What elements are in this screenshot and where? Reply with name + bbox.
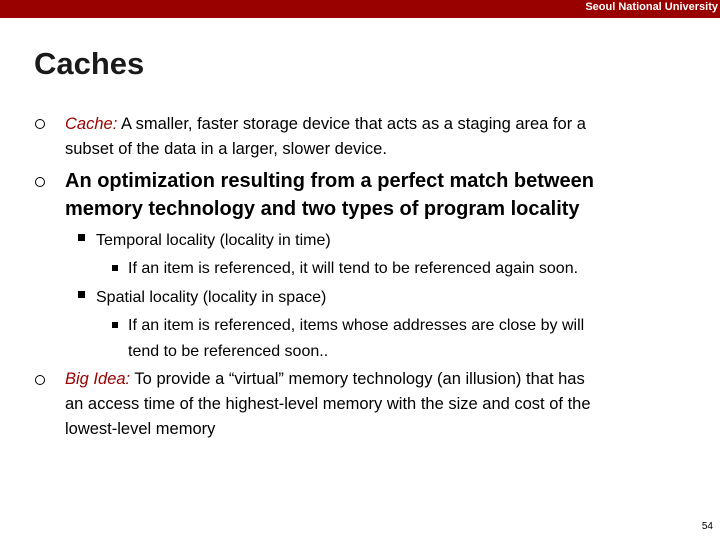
bullet-circle-icon xyxy=(35,119,45,129)
header-bar xyxy=(0,0,720,18)
big-idea-line-3: lowest-level memory xyxy=(65,420,216,438)
temporal-locality-detail: If an item is referenced, it will tend to be referenced again soon. xyxy=(128,260,579,277)
optimization-line-1: An optimization resulting from a perfect match between xyxy=(65,170,594,192)
bullet-cache-definition xyxy=(65,112,685,162)
bullet-optimization xyxy=(65,167,675,223)
cache-term: Cache: xyxy=(65,115,118,133)
slide-title: Caches xyxy=(34,46,145,81)
spatial-locality-detail xyxy=(128,313,688,365)
page-number: 54 xyxy=(701,521,713,532)
bullet-circle-icon xyxy=(35,375,45,385)
optimization-line-2: memory technology and two types of program locality xyxy=(65,198,580,220)
cache-definition-line-1: A smaller, faster storage device that acts as a staging area for a xyxy=(117,115,586,133)
bullet-big-idea xyxy=(65,367,685,442)
bullet-circle-icon xyxy=(35,177,45,187)
temporal-locality: Temporal locality (locality in time) xyxy=(96,232,331,249)
big-idea-line-1: To provide a “virtual” memory technology (an illusion) that has xyxy=(130,370,585,388)
spatial-detail-line-2: tend to be referenced soon.. xyxy=(128,343,329,360)
university-name: Seoul National University xyxy=(585,1,718,13)
cache-definition-line-2: subset of the data in a larger, slower device. xyxy=(65,140,387,158)
big-idea-line-2: an access time of the highest-level memory with the size and cost of the xyxy=(65,395,591,413)
square-bullet-icon xyxy=(112,322,118,328)
square-bullet-icon xyxy=(78,291,85,298)
big-idea-term: Big Idea: xyxy=(65,370,131,388)
square-bullet-icon xyxy=(78,234,85,241)
square-bullet-icon xyxy=(112,265,118,271)
spatial-detail-line-1: If an item is referenced, items whose addresses are close by will xyxy=(128,317,585,334)
spatial-locality: Spatial locality (locality in space) xyxy=(96,289,327,306)
